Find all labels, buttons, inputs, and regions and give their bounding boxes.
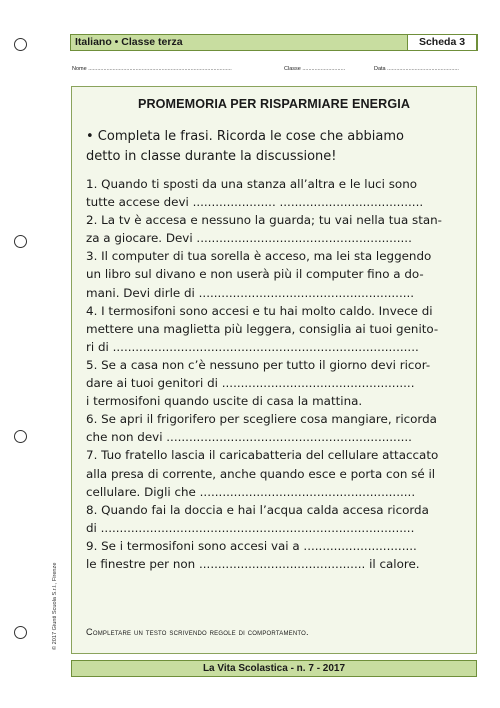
exercise-line: 8. Quando fai la doccia e hai l’acqua calda accesa ricorda — [86, 502, 429, 517]
exercise-line: i termosifoni quando uscite di casa la mattina. — [86, 394, 363, 409]
instruction-line-2: detto in classe durante la discussione! — [86, 149, 337, 164]
exercise-line[interactable]: mani. Devi dirle di ......................................................... — [86, 285, 415, 300]
exercise-line[interactable]: le finestre per non ............................................ il calore. — [86, 556, 420, 571]
binder-hole-4 — [14, 626, 27, 639]
date-field[interactable]: Data ............................................... — [374, 66, 459, 72]
exercise-line: un libro sul divano e non userà più il computer fino a do- — [86, 267, 424, 282]
name-field[interactable]: Nome .............................................................................................. — [72, 66, 232, 72]
binder-hole-2 — [14, 235, 27, 248]
instruction-line-1: • Completa le frasi. Ricorda le cose che abbiamo — [86, 129, 404, 144]
exercise-line[interactable]: dare ai tuoi genitori di ................................................... — [86, 376, 415, 391]
exercise-line[interactable]: di ................................................................................... — [86, 520, 415, 535]
footer-bar: La Vita Scolastica - n. 7 - 2017 — [71, 660, 477, 677]
exercise-line[interactable]: tutte accese devi ...................... ...................................... — [86, 195, 424, 210]
exercise-line[interactable]: che non devi ................................................................. — [86, 430, 412, 445]
exercise-line: 2. La tv è accesa e nessuno la guarda; tu vai nella tua stan- — [86, 213, 442, 228]
exercise-line[interactable]: 9. Se i termosifoni sono accesi vai a .............................. — [86, 538, 417, 553]
binder-hole-1 — [14, 38, 27, 51]
exercise-line[interactable]: ri di ................................................................................. — [86, 339, 419, 354]
learning-objective: Completare un testo scrivendo regole di comportamento. — [86, 627, 309, 637]
exercise-line: mettere una maglietta più leggera, consiglia ai tuoi genito- — [86, 321, 439, 336]
exercise-line: 4. I termosifoni sono accesi e tu hai molto caldo. Invece di — [86, 303, 433, 318]
binder-hole-3 — [14, 430, 27, 443]
student-info-line — [72, 66, 476, 76]
exercise-line: 7. Tuo fratello lascia il caricabatteria del cellulare attaccato — [86, 448, 439, 463]
header-subject: Italiano • Classe terza — [75, 36, 183, 48]
exercise-line: 1. Quando ti sposti da una stanza all’altra e le luci sono — [86, 177, 418, 191]
exercise-line: 6. Se apri il frigorifero per scegliere cosa mangiare, ricorda — [86, 412, 437, 427]
copyright-notice: © 2017 Giunti Scuola S.r.l., Firenze — [52, 562, 58, 650]
exercise-line: alla presa di corrente, anche quando esce e porta con sé il — [86, 466, 436, 481]
worksheet-title: PROMEMORIA PER RISPARMIARE ENERGIA — [137, 97, 411, 111]
sheet-number: Scheda 3 — [407, 34, 477, 51]
exercise-list — [86, 175, 470, 573]
exercise-line: 3. Il computer di tua sorella è acceso, ma lei sta leggendo — [86, 249, 432, 264]
exercise-line[interactable]: cellulare. Digli che ......................................................... — [86, 484, 416, 499]
header-bar — [70, 34, 478, 51]
class-field[interactable]: Classe ............................ — [284, 66, 346, 72]
worksheet-box — [71, 86, 477, 654]
exercise-line[interactable]: za a giocare. Devi ......................................................... — [86, 231, 412, 246]
exercise-line: 5. Se a casa non c’è nessuno per tutto il giorno devi ricor- — [86, 357, 431, 372]
instruction — [86, 127, 466, 167]
